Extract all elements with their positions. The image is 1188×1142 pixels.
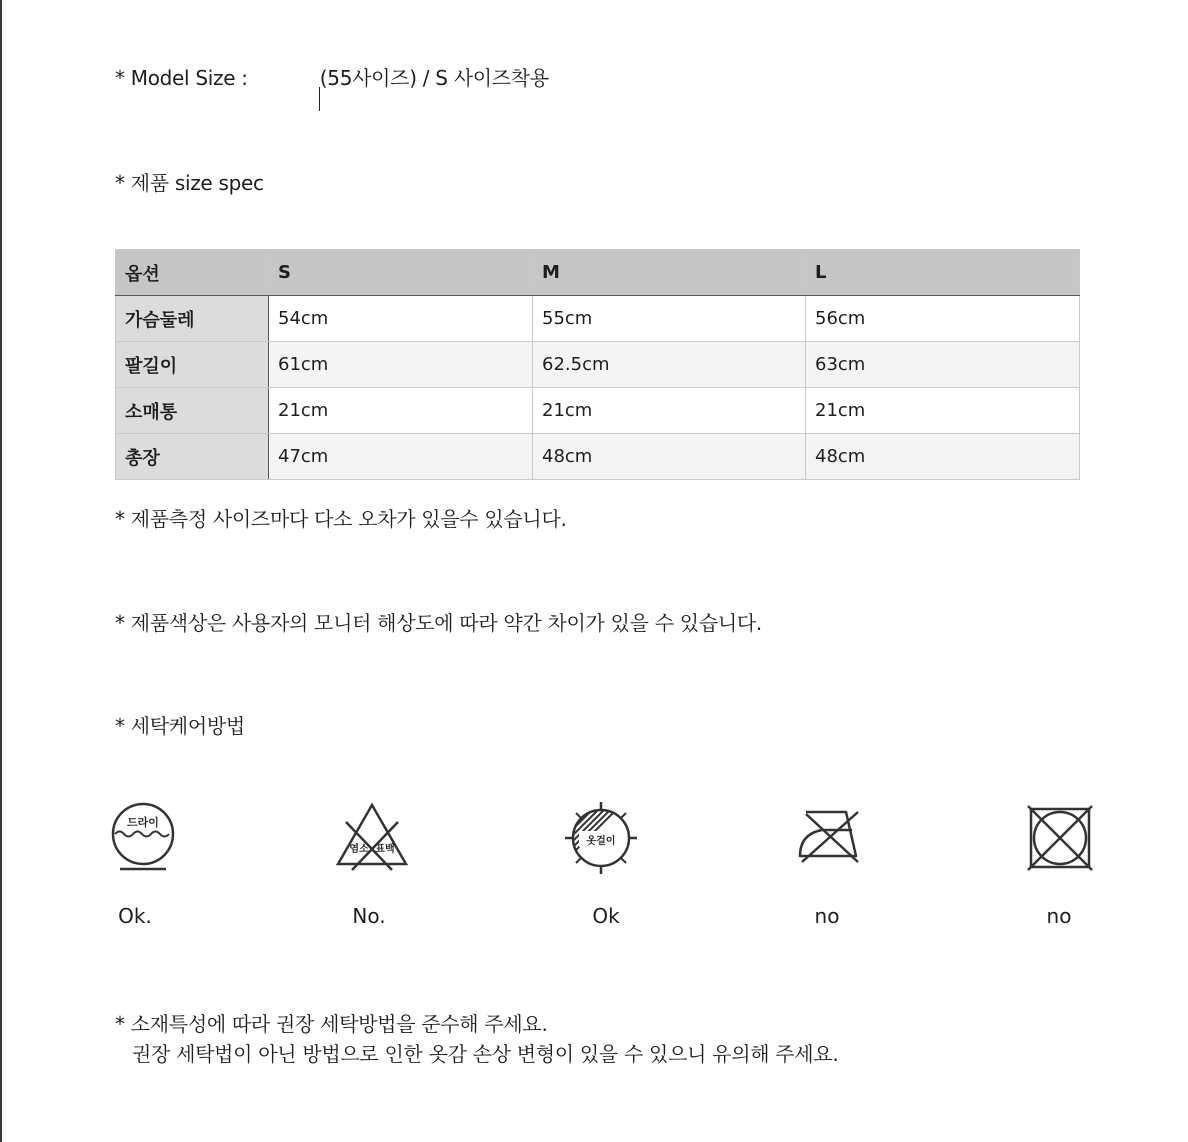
no-bleach-icon	[334, 800, 410, 874]
model-size-label: * Model Size :	[115, 66, 248, 90]
size-spec-table	[115, 249, 1080, 480]
table-cell: 54cm	[269, 296, 533, 342]
table-cell: 21cm	[533, 388, 806, 434]
table-row	[116, 296, 1080, 342]
table-cell: 48cm	[806, 434, 1080, 480]
table-cell: 61cm	[269, 342, 533, 388]
dry-clean-icon	[106, 800, 180, 874]
header-size-s: S	[269, 250, 533, 296]
care-method-title: * 세탁케어방법	[115, 714, 245, 738]
hang-dry-caption: Ok	[592, 904, 620, 928]
no-bleach-label-right: 표백	[375, 844, 395, 855]
table-cell: 21cm	[269, 388, 533, 434]
measurement-note: * 제품측정 사이즈마다 다소 오차가 있을수 있습니다.	[115, 507, 567, 531]
table-cell: 63cm	[806, 342, 1080, 388]
header-option: 옵션	[116, 250, 269, 296]
model-size-value: (55사이즈) / S 사이즈착용	[319, 66, 549, 90]
table-cell: 55cm	[533, 296, 806, 342]
table-row	[116, 342, 1080, 388]
page-left-border	[0, 0, 2, 1142]
dry-clean-label: 드라이	[127, 816, 159, 829]
no-tumble-dry-caption: no	[1046, 904, 1072, 928]
row-label: 가슴둘레	[116, 296, 269, 342]
material-note: * 소재특성에 따라 권장 세탁방법을 준수해 주세요.	[115, 1012, 548, 1036]
no-bleach-caption: No.	[352, 904, 386, 928]
table-cell: 62.5cm	[533, 342, 806, 388]
header-size-m: M	[533, 250, 806, 296]
table-row	[116, 388, 1080, 434]
hang-dry-shade-icon	[562, 800, 640, 878]
damage-warning-note: 권장 세탁법이 아닌 방법으로 인한 옷감 손상 변형이 있을 수 있으니 유의해 주세요.	[132, 1042, 839, 1066]
row-label: 팔길이	[116, 342, 269, 388]
no-iron-caption: no	[814, 904, 840, 928]
model-size-line	[115, 62, 549, 91]
text-cursor	[319, 87, 320, 111]
color-note: * 제품색상은 사용자의 모니터 해상도에 따라 약간 차이가 있을 수 있습니다.	[115, 611, 762, 635]
table-cell: 47cm	[269, 434, 533, 480]
table-cell: 21cm	[806, 388, 1080, 434]
table-header-row	[116, 250, 1080, 296]
header-size-l: L	[806, 250, 1080, 296]
table-cell: 56cm	[806, 296, 1080, 342]
no-iron-icon	[796, 806, 864, 866]
table-row	[116, 434, 1080, 480]
dry-clean-caption: Ok.	[118, 904, 152, 928]
no-tumble-dry-icon	[1026, 804, 1094, 872]
no-bleach-label-left: 염소	[349, 844, 369, 855]
size-spec-title: * 제품 size spec	[115, 171, 264, 195]
hang-dry-label: 옷걸이	[586, 836, 616, 847]
row-label: 총장	[116, 434, 269, 480]
table-cell: 48cm	[533, 434, 806, 480]
row-label: 소매통	[116, 388, 269, 434]
